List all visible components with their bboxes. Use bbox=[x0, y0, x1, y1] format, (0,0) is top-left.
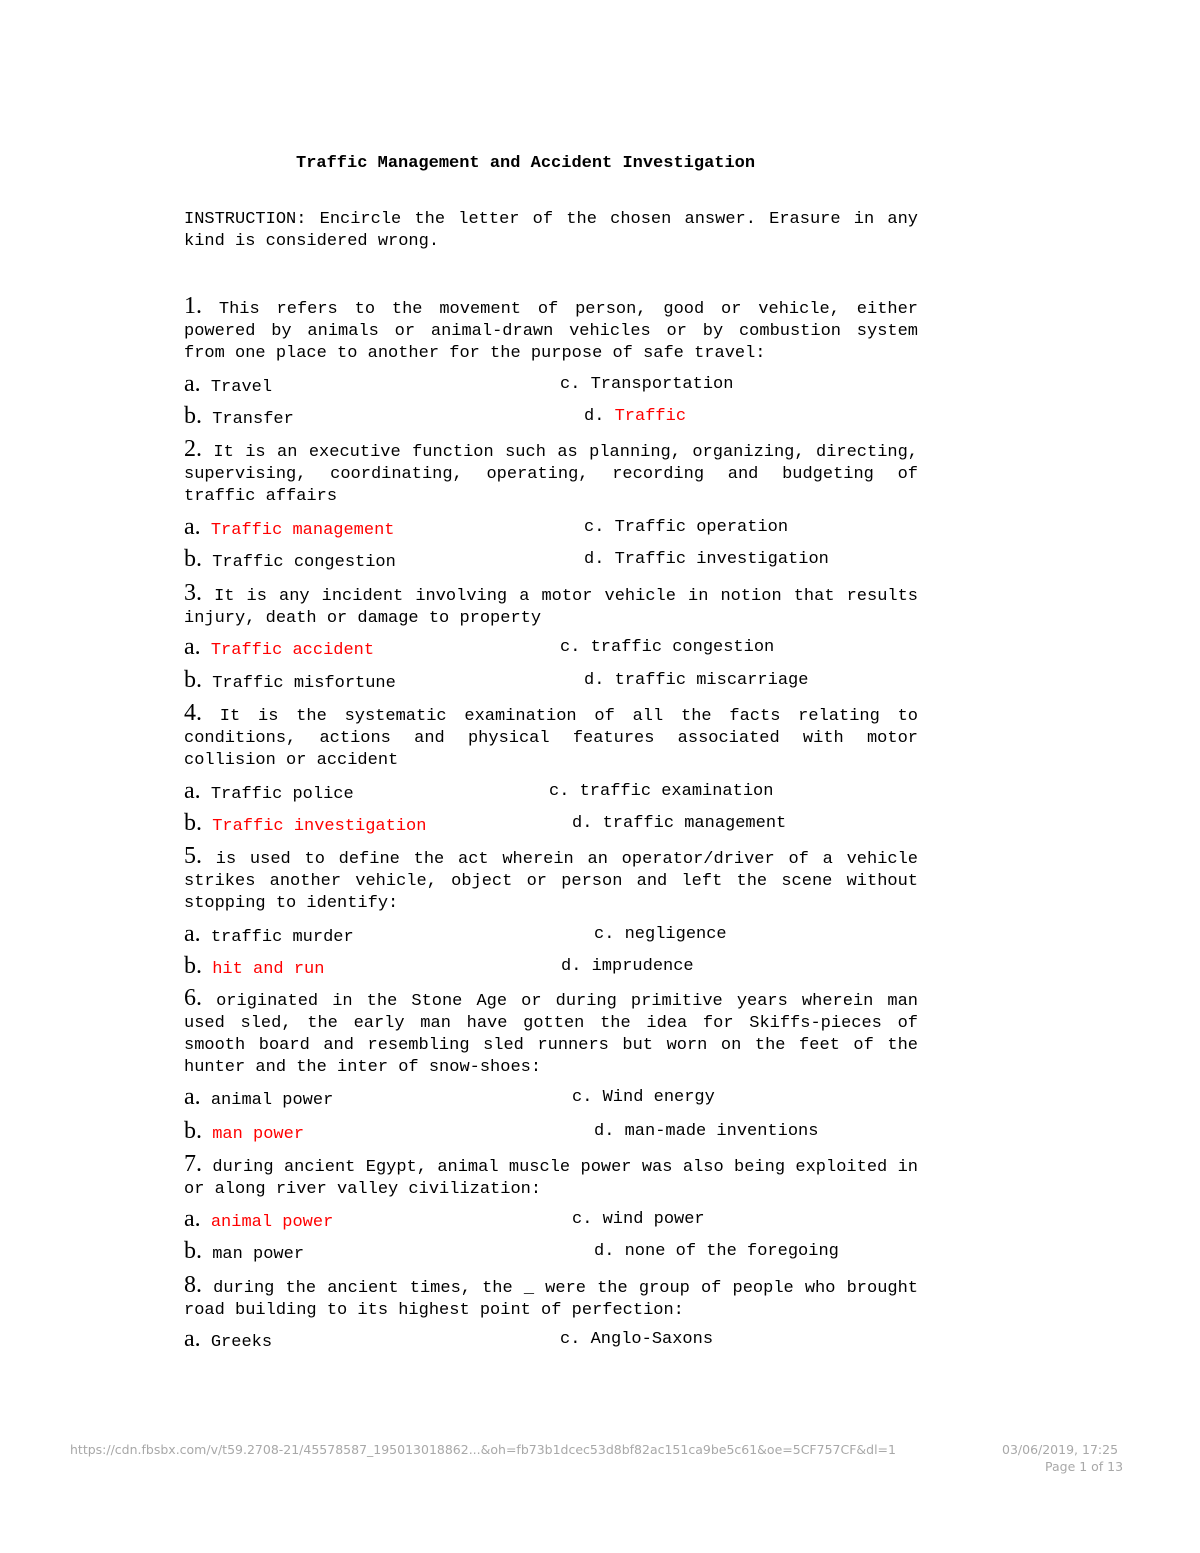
question-number: 2. bbox=[184, 436, 202, 462]
question-6 bbox=[184, 985, 919, 1079]
option-1d: d. Traffic bbox=[584, 407, 687, 426]
question-7 bbox=[184, 1151, 918, 1201]
option-5c: c. negligence bbox=[594, 925, 727, 944]
question-number: 7. bbox=[184, 1151, 202, 1177]
question-text: is used to define the act wherein an operator/driver of a vehicle strikes another vehicle, object or person and left the scene without stopping to identify: bbox=[184, 850, 919, 913]
option-3a: a. Traffic accident bbox=[184, 634, 375, 660]
option-2a: a. Traffic management bbox=[184, 514, 395, 540]
option-6d: d. man-made inventions bbox=[594, 1122, 819, 1141]
option-6a: a. animal power bbox=[184, 1084, 334, 1110]
option-2d: d. Traffic investigation bbox=[584, 550, 829, 569]
option-7d: d. none of the foregoing bbox=[594, 1242, 839, 1261]
option-4d: d. traffic management bbox=[572, 814, 787, 833]
question-number: 5. bbox=[184, 843, 202, 869]
question-number: 6. bbox=[184, 985, 202, 1011]
question-text: during the ancient times, the _ were the group of people who brought road building to its highest point of perfection: bbox=[184, 1279, 919, 1320]
option-8c: c. Anglo-Saxons bbox=[560, 1330, 714, 1349]
option-7c: c. wind power bbox=[572, 1210, 705, 1229]
question-5 bbox=[184, 843, 919, 915]
option-4a: a. Traffic police bbox=[184, 778, 354, 804]
option-4c: c. traffic examination bbox=[549, 782, 774, 801]
option-5a: a. traffic murder bbox=[184, 921, 354, 947]
question-number: 3. bbox=[184, 580, 202, 606]
option-5b: b. hit and run bbox=[184, 953, 325, 979]
footer-datetime: 03/06/2019, 17:25 bbox=[1002, 1442, 1119, 1457]
option-3c: c. traffic congestion bbox=[560, 638, 775, 657]
question-2 bbox=[184, 436, 919, 508]
option-2c: c. Traffic operation bbox=[584, 518, 789, 537]
option-3d: d. traffic miscarriage bbox=[584, 671, 809, 690]
question-4 bbox=[184, 700, 918, 772]
question-text: This refers to the movement of person, good or vehicle, either powered by animals or animal-drawn vehicles or by combustion system from one place to another for the purpose of safe travel: bbox=[184, 300, 918, 363]
page-title: Traffic Management and Accident Investigation bbox=[296, 154, 756, 173]
option-7b: b. man power bbox=[184, 1238, 305, 1264]
question-text: originated in the Stone Age or during primitive years wherein man used sled, the early man have gotten the idea for Skiffs-pieces of smooth board and resembling sled runners but worn on the feet of the hunter and the inter of snow-shoes: bbox=[184, 992, 919, 1077]
option-4b: b. Traffic investigation bbox=[184, 810, 427, 836]
option-1b: b. Transfer bbox=[184, 403, 294, 429]
footer-source-url: https://cdn.fbsbx.com/v/t59.2708-21/45578587_195013018862...&oh=fb73b1dcec53d8bf82ac151ca9be5c61&oe=5CF757CF&dl=1 bbox=[70, 1442, 896, 1457]
option-5d: d. imprudence bbox=[561, 957, 694, 976]
question-text: during ancient Egypt, animal muscle power was also being exploited in or along river valley civilization: bbox=[184, 1158, 918, 1199]
question-text: It is an executive function such as planning, organizing, directing, supervising, coordinating, operating, recording and budgeting of traffic affairs bbox=[184, 443, 919, 506]
footer-page-number: Page 1 of 13 bbox=[1045, 1459, 1124, 1474]
option-1a: a. Travel bbox=[184, 371, 273, 397]
question-8 bbox=[184, 1272, 919, 1322]
option-6b: b. man power bbox=[184, 1118, 305, 1144]
question-number: 4. bbox=[184, 700, 202, 726]
option-2b: b. Traffic congestion bbox=[184, 546, 396, 572]
option-6c: c. Wind energy bbox=[572, 1088, 715, 1107]
question-text: It is any incident involving a motor vehicle in notion that results injury, death or damage to property bbox=[184, 587, 918, 628]
question-number: 8. bbox=[184, 1272, 202, 1298]
option-8a: a. Greeks bbox=[184, 1326, 273, 1352]
question-3 bbox=[184, 580, 918, 630]
instruction: INSTRUCTION: Encircle the letter of the chosen answer. Erasure in any kind is considered wrong. bbox=[184, 210, 918, 251]
question-text: It is the systematic examination of all the facts relating to conditions, actions and physical features associated with motor collision or accident bbox=[184, 707, 918, 770]
option-3b: b. Traffic misfortune bbox=[184, 667, 396, 693]
question-number: 1. bbox=[184, 293, 202, 319]
option-1c: c. Transportation bbox=[560, 375, 734, 394]
option-7a: a. animal power bbox=[184, 1206, 334, 1232]
question-1 bbox=[184, 293, 918, 365]
